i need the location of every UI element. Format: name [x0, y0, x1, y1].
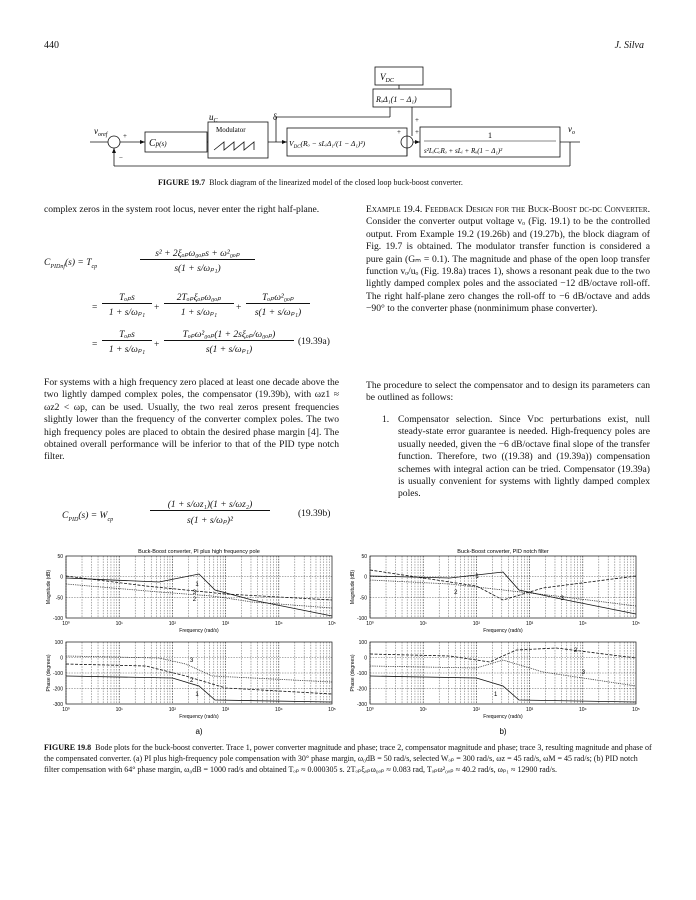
sum-junction-1 — [108, 136, 120, 148]
plot_a-phase-ylabel: Phase (degrees) — [46, 654, 52, 692]
plot_a-phase-ytick: 0 — [60, 655, 63, 662]
plot_a-trace-3 — [66, 656, 332, 682]
sign-plus-1: + — [123, 132, 127, 140]
plot_a-phase-xtick: 10³ — [221, 707, 230, 713]
eq3-t2-num: Tₒₚω²₀ₒₚ(1 + 2sξₒₚ/ω₀ₒₚ) — [164, 329, 294, 341]
eq3-eq: = — [92, 340, 98, 350]
plot_a-mag-ytick: 0 — [60, 574, 63, 581]
plot_b-mag-xtick: 10⁰ — [366, 621, 374, 627]
plot_a-mag-ytick: 50 — [57, 554, 63, 560]
eq2-t2-den: 1 + s/ωₚ₁ — [180, 308, 218, 318]
plot_a-mag-xtick: 10¹ — [115, 621, 123, 627]
plot_a-mag-xlabel: Frequency (rad/s) — [179, 628, 219, 634]
plot_a-mag-xtick: 10³ — [221, 621, 230, 627]
plot_a-trace-label-3: 3 — [192, 590, 197, 596]
plot_b-trace-label-3: 3 — [581, 670, 586, 676]
page-number: 440 — [44, 40, 59, 51]
plot_b-trace-label-2: 2 — [454, 590, 458, 596]
plot_b-sublabel: b) — [499, 727, 507, 736]
plot_b-phase-xtick: 10³ — [525, 707, 534, 713]
plot_b-mag-ytick: -100 — [356, 616, 367, 622]
eq2-t3-num: Tₒₚω²₀ₒₚ — [246, 292, 310, 304]
plot_a-sublabel: a) — [195, 727, 203, 736]
eq2-t3-den: s(1 + s/ωₚ₁) — [254, 308, 302, 318]
eq3-t1-num: Tₒₚs — [102, 329, 152, 341]
plot_b-trace-label-2: 2 — [573, 648, 578, 654]
plot_b-title: Buck-Boost converter, PID notch filter — [457, 549, 549, 555]
plot_a-mag-ylabel: Magnitude (dB) — [46, 569, 52, 605]
list-item-1-number: 1. — [382, 414, 390, 425]
plot_b-phase-xtick: 10¹ — [419, 707, 427, 713]
plot_a-trace-2 — [66, 664, 332, 694]
plot_b-phase-xtick: 10⁵ — [632, 707, 640, 713]
plot_a-phase-ytick: -100 — [52, 671, 63, 677]
plot_a-mag-ytick: -100 — [52, 616, 63, 622]
plot_b-mag-ylabel: Magnitude (dB) — [350, 569, 356, 605]
bode-plots — [40, 546, 660, 740]
plot_a-mag-xtick: 10⁵ — [328, 621, 336, 627]
sign-plus-3: + — [415, 128, 419, 136]
sign-plus-4: + — [415, 116, 419, 124]
plot_b-phase-ytick: -200 — [356, 686, 367, 693]
plot_a-phase-ytick: -200 — [52, 686, 63, 693]
figure-19-8-caption: FIGURE 19.8 Bode plots for the buck-boost converter. Trace 1, power converter magnitude and phase; trace 2, compensator magnitude and phase; trace 3, resulting magnitude and phase of the compensated converter. (a) PI plus high-frequency pole compensation with 30° phase margin, ω₀dB = 50 rad/s, selected Wₒₚ = 300 rad/s, ωz = 45 rad/s, ωM = 45 rad/s; (b) PID notch filter compensation with 64° phase margin, ω₀dB = 1000 rad/s and obtained Tₒₚ ≈ 0.000305 s. 2Tₒₚξₒₚω₀ₒₚ ≈ 0.083 rad, Tₒₚω²₀ₒₚ ≈ 40.2 rad/s, ωₚ₁ ≈ 12900 rad/s. — [44, 743, 652, 774]
plot_a-trace-label-2: 2 — [192, 597, 197, 603]
plot_b-trace-label-1: 1 — [494, 692, 498, 698]
eq4-den: s(1 + s/ωₚ)² — [187, 516, 233, 526]
plot_a-mag-xtick: 10⁰ — [62, 621, 70, 627]
plot_b-trace-label-1: 1 — [475, 574, 479, 580]
vo-label: $v_o$ — [568, 124, 575, 136]
eq4-lhs: $C_{PID}(s) = W_{cp}$ — [62, 511, 114, 523]
plot_a-phase-ytick: -300 — [52, 702, 63, 708]
sign-minus-1: − — [119, 154, 123, 162]
plot_b-mag-ytick: 0 — [364, 574, 367, 581]
uc-label: $u_C$ — [209, 112, 218, 124]
plot_a-trace-label-2: 2 — [190, 678, 194, 684]
eq3-t1-den: 1 + s/ωₚ₁ — [108, 345, 146, 355]
plot_b-phase-xtick: 10⁰ — [366, 707, 374, 713]
plot_a-phase-xtick: 10⁵ — [328, 707, 336, 713]
voref-label: $v_{oref}$ — [94, 126, 108, 138]
plot_a-phase-xtick: 10² — [168, 707, 177, 713]
plot_b-mag-axes — [370, 556, 636, 618]
plot_b-mag-xtick: 10² — [472, 621, 481, 627]
plot_b-phase-ytick: -100 — [356, 671, 367, 677]
plot_a-trace-label-1: 1 — [195, 692, 199, 698]
eq-19-39a-number: (19.39a) — [298, 337, 330, 347]
plot_b-mag-xtick: 10⁵ — [632, 621, 640, 627]
plot_b-phase-xtick: 10² — [472, 707, 481, 713]
plot_a-trace-1 — [66, 676, 332, 702]
figure-19-7-caption: FIGURE 19.7 Block diagram of the linearized model of the closed loop buck-boost converter. — [158, 178, 463, 187]
plot_a-trace-3 — [66, 584, 332, 608]
plant-num: 1 — [488, 131, 492, 140]
gain-top-label: RₒΔ₁(1 − Δ₁) — [376, 95, 417, 104]
eq-19-39b-number: (19.39b) — [298, 509, 331, 519]
plot_a-title: Buck-Boost converter, PI plus high frequency pole — [138, 549, 260, 555]
plot_a-phase-ytick: 100 — [54, 640, 63, 646]
plot_b-phase-ytick: 0 — [364, 655, 367, 662]
plot_b-phase-ytick: -300 — [356, 702, 367, 708]
eq3-t2-den: s(1 + s/ωₚ₁) — [205, 345, 253, 355]
plot_b-phase-xlabel: Frequency (rad/s) — [483, 714, 523, 720]
plot_b-mag-xtick: 10⁴ — [578, 621, 587, 627]
plot_b-phase-xtick: 10⁴ — [578, 707, 587, 713]
plot_b-mag-xlabel: Frequency (rad/s) — [483, 628, 523, 634]
modulator-label: Modulator — [216, 126, 246, 134]
block-diagram — [90, 62, 580, 172]
plant-den: s²LᵢCₒRₒ + sLᵢ + Rₒ(1 − Δ₁)² — [424, 147, 503, 155]
plot_b-trace-1 — [370, 676, 636, 702]
delta-label: δ — [273, 112, 278, 122]
plot_b-mag-xtick: 10³ — [525, 621, 534, 627]
sign-plus-2: + — [397, 128, 401, 136]
plot_a-mag-ytick: -50 — [55, 595, 63, 602]
vdc-label: $V_{DC}$ — [380, 72, 394, 84]
plot_a-phase-xtick: 10⁴ — [274, 707, 283, 713]
plot_a-mag-axes — [66, 556, 332, 618]
plot_b-trace-label-3: 3 — [560, 596, 564, 602]
plot_b-trace-3 — [370, 580, 636, 606]
left-para-2: For systems with a high frequency zero placed at least one decade above the two lightly damped complex poles, the compensator (19.39b), with ωz1 ≈ ωz2 < ωp, can be used. Usually, the two real zeros present frequencies slightly lower than the frequency of the converter complex poles. The two high frequency poles are placed to obtain the desired phase margin [4]. The obtained overall performance will be inferior to that of the PID type notch filter. — [44, 377, 339, 463]
eq2-t2-num: 2Tₒₚξₒₚω₀ₒₚ — [164, 292, 234, 304]
running-author: J. Silva — [614, 40, 644, 51]
plot_b-mag-ytick: -50 — [359, 595, 367, 602]
eq2-t1-den: 1 + s/ωₚ₁ — [108, 308, 146, 318]
plot_b-mag-ytick: 50 — [361, 554, 367, 560]
plot_a-phase-xtick: 10⁰ — [62, 707, 70, 713]
plot_a-mag-xtick: 10² — [168, 621, 177, 627]
eq1-lhs: $C_{PIDnf}(s) = T_{cp}$ — [44, 258, 98, 270]
plot_b-trace-1 — [370, 572, 636, 614]
plot_a-mag-xtick: 10⁴ — [274, 621, 283, 627]
eq1-num: s² + 2ξₒₚω₀ₒₚs + ω²₀ₒₚ — [140, 248, 255, 260]
eq1-den: s(1 + s/ωₚ₁) — [174, 264, 221, 274]
eq2-t1-num: Tₒₚs — [102, 292, 152, 304]
plot_b-phase-ytick: 100 — [358, 640, 367, 646]
right-para-2: The procedure to select the compensator and to design its parameters can be outlined as follows: — [366, 380, 650, 404]
plot_a-trace-label-3: 3 — [190, 658, 194, 664]
compensator-label: Cp(s) — [149, 138, 167, 149]
mid-block-label: $V_{DC}(R_o$ − sLᵢΔ₁/(1 − Δ₁)²) — [289, 139, 366, 150]
plot_b-phase-ylabel: Phase (degrees) — [350, 654, 356, 692]
plot_a-phase-xlabel: Frequency (rad/s) — [179, 714, 219, 720]
plot_a-trace-label-1: 1 — [195, 582, 199, 588]
plot_a-phase-xtick: 10¹ — [115, 707, 123, 713]
list-item-1: Compensator selection. Since Vᴅᴄ perturbations exist, null steady-state error guarantee is needed. High-frequency poles are usually needed, given the −6 dB/octave final slope of the transfer function. Therefore, two ((19.38) and (19.39a)) compensation schemes with integral action can be tried. Compensator (19.39a) is usually convenient for systems with lightly damped complex poles. — [398, 414, 650, 500]
eq4-num: (1 + s/ωz₁)(1 + s/ωz₂) — [150, 500, 270, 511]
plot_b-mag-xtick: 10¹ — [419, 621, 427, 627]
plot_b-trace-2 — [370, 570, 636, 600]
left-para-1: complex zeros in the system root locus, never enter the right half-plane. — [44, 204, 320, 215]
right-para-1: Example 19.4. Feedback Design for the Buck-Boost dc-dc Converter. Consider the converter output voltage vₒ (Fig. 19.1) to be the controlled output. From Example 19.2 (19.26b) and (19.27b), the block diagram of Fig. 19.7 is obtained. The modulator transfer function is considered a pure gain (Gₘ = 0.1). The magnitude and phase of the open loop transfer function vₒ/uₒ (Fig. 19.8a) traces 1), shows a resonant peak due to the two lightly damped complex poles and the associated −12 dB/octave roll-off. The right half-plane zero changes the roll-off to −6 dB/octave and adds −90° to the converter phase (nonminimum phase converter). — [366, 204, 650, 315]
eq2-eq: = — [92, 303, 98, 313]
plot_b-trace-2 — [370, 648, 636, 662]
